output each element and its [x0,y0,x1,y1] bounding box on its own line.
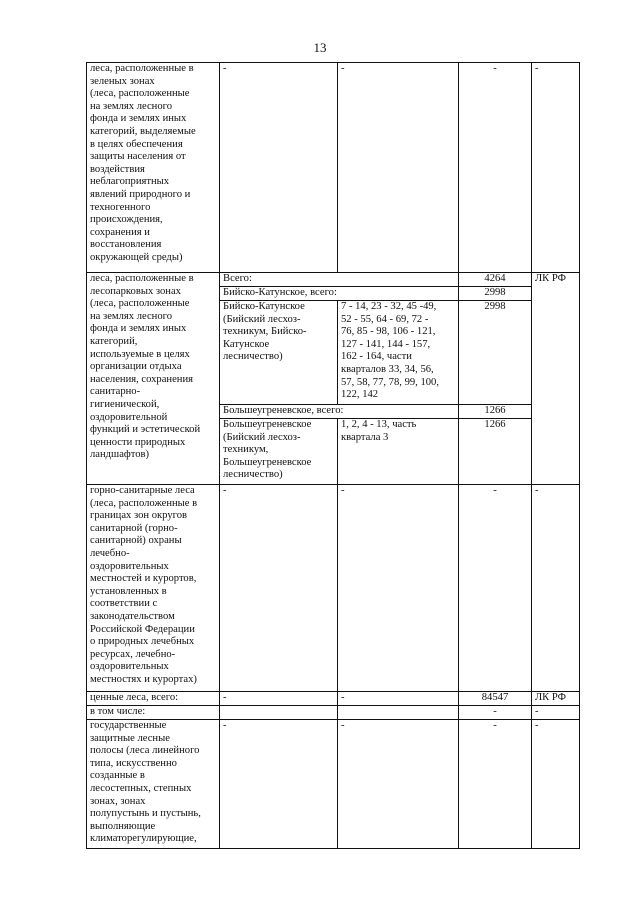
area-cell: - [459,63,532,273]
basis-cell: - [532,63,580,273]
quarters-cell: - [338,692,459,706]
forestry-cell: Большеугреневское (Бийский лесхоз- техникум, Большеугреневское лесничество) [220,419,338,485]
category-cell: в том числе: [87,706,220,720]
basis-cell: - [532,720,580,849]
subtotal-label-cell: Бийско-Катунское, всего: [220,287,459,301]
forestry-cell: Бийско-Катунское (Бийский лесхоз- техникум, Бийско- Катунское лесничество) [220,301,338,405]
table-row [87,485,580,692]
table-row [87,706,580,720]
area-cell: 2998 [459,301,532,405]
category-cell: ценные леса, всего: [87,692,220,706]
quarters-cell [338,706,459,720]
area-cell: 84547 [459,692,532,706]
area-cell: - [459,706,532,720]
total-label-cell: Всего: [220,273,459,287]
area-cell: - [459,485,532,692]
area-cell: 1266 [459,419,532,485]
basis-cell: - [532,485,580,692]
forestry-cell: - [220,720,338,849]
subtotal-label-cell: Большеугреневское, всего: [220,405,459,419]
basis-cell: ЛК РФ [532,692,580,706]
basis-cell: - [532,706,580,720]
basis-cell: ЛК РФ [532,273,580,485]
forest-categories-table [86,62,580,849]
forestry-cell: - [220,485,338,692]
area-cell: 2998 [459,287,532,301]
forestry-cell: - [220,63,338,273]
quarters-cell: 7 - 14, 23 - 32, 45 -49, 52 - 55, 64 - 69, 72 - 76, 85 - 98, 106 - 121, 127 - 141, 144 - 157, 162 - 164, части кварталов 33, 34, 56, 57, 58, 77, 78, 99, 100, 122, 142 [338,301,459,405]
table-row [87,63,580,273]
forestry-cell: - [220,692,338,706]
area-cell: 4264 [459,273,532,287]
category-cell: горно-санитарные леса (леса, расположенные в границах зон округов санитарной (горно- санитарной) охраны лечебно- оздоровительных местностей и курортов, установленных в соответствии с законодательством Российской Федерации о природных лечебных ресурсах, лечебно- оздоровительных местностях и курортах) [87,485,220,692]
area-cell: 1266 [459,405,532,419]
quarters-cell: - [338,720,459,849]
page-number: 13 [313,40,327,55]
category-cell: леса, расположенные в лесопарковых зонах (леса, расположенные на землях лесного фонда и землях иных категорий, используемые в целях организации отдыха населения, сохранения санитарно- гигиенической, оздоровительной функций и эстетической ценности природных ландшафтов) [87,273,220,485]
table-row [87,692,580,706]
category-cell: леса, расположенные в зеленых зонах (леса, расположенные на землях лесного фонда и землях иных категорий, выделяемые в целях обеспечения защиты населения от воздействия неблагоприятных явлений природного и техногенного происхождения, сохранения и восстановления окружающей среды) [87,63,220,273]
quarters-cell: - [338,485,459,692]
forestry-cell [220,706,338,720]
table-row [87,720,580,849]
category-cell: государственные защитные лесные полосы (леса линейного типа, искусственно созданные в лесостепных, степных зонах, зонах полупустынь и пустынь, выполняющие климаторегулирующие, [87,720,220,849]
quarters-cell: 1, 2, 4 - 13, часть квартала 3 [338,419,459,485]
area-cell: - [459,720,532,849]
table-row [87,273,580,287]
quarters-cell: - [338,63,459,273]
